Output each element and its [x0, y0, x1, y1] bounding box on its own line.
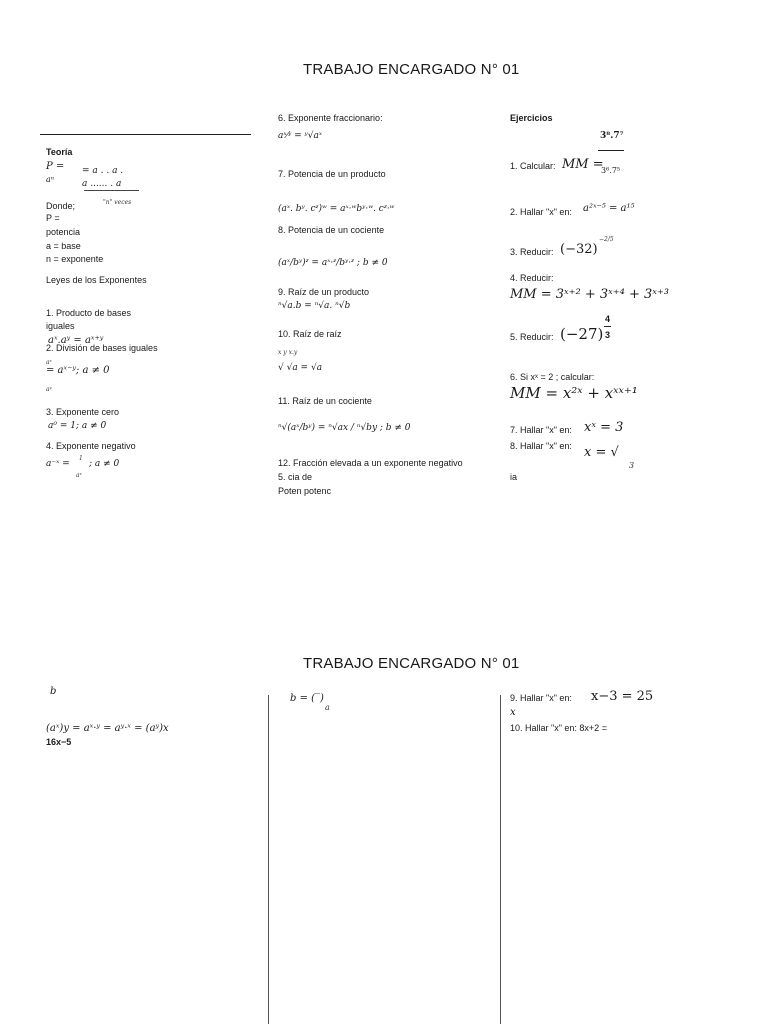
divider-line [40, 134, 251, 135]
law-6-title: 6. Exponente fraccionario: [278, 113, 383, 123]
law-7-title: 7. Potencia de un producto [278, 169, 386, 179]
exercise-8-label: 8. Hallar "x" en: [510, 441, 572, 451]
law-12-title: 12. Fracción elevada a un exponente negativo [278, 458, 463, 468]
section-heading-leyes: Leyes de los Exponentes [46, 275, 147, 285]
page-title: TRABAJO ENCARGADO N° 01 [303, 61, 520, 78]
text-p-eq: P = [46, 213, 60, 223]
text-n-exponente: n = exponente [46, 254, 104, 264]
exercise-7-label: 7. Hallar "x" en: [510, 425, 572, 435]
page-title-2: TRABAJO ENCARGADO N° 01 [303, 655, 520, 672]
page2-formula: (aˣ)y = aˣ·ʸ = aʸ·ˣ = (aʸ)x [46, 723, 169, 734]
exercise-9-label: 9. Hallar "x" en: [510, 693, 572, 703]
exercise-8-formula: x = √ [584, 445, 619, 460]
page2-col2-sub: a [325, 703, 330, 712]
exercise-4-formula: MM = 3ˣ⁺² + 3ˣ⁺⁴ + 3ˣ⁺³ [510, 287, 669, 302]
law-4-right: ; a ≠ 0 [89, 459, 120, 469]
exercise-7-formula: xˣ = 3 [584, 420, 624, 435]
law-9-title: 9. Raíz de un producto [278, 287, 370, 297]
exercise-8-tail: 3 [629, 461, 635, 470]
column-divider [268, 695, 269, 1024]
label-n-veces: "n" veces [103, 199, 132, 206]
law-12-row3: Poten potenc [278, 486, 332, 496]
law-4-numerator: 1 [79, 455, 83, 462]
formula-p-def: P = [46, 161, 65, 172]
law-6-formula: aˣ⁄ʸ = ʸ√aˣ [278, 131, 323, 141]
column-divider [500, 695, 501, 1024]
fraction-bar [604, 326, 611, 327]
law-2-numerator: aˣ [46, 359, 52, 366]
law-4-left: a⁻ˣ = [46, 459, 70, 469]
page2-formula-bold: 16x−5 [46, 737, 72, 747]
text-b: b [50, 686, 57, 697]
exercise-1-formula: MM = [562, 157, 604, 172]
formula-product: = a . . a . [82, 166, 124, 176]
text-potencia: potencia [46, 227, 81, 237]
exercise-3-formula: (−32) [560, 242, 598, 257]
law-1-title-cont: iguales [46, 321, 75, 331]
law-3-formula: a⁰ = 1; a ≠ 0 [48, 421, 107, 431]
law-2-denominator: aʸ [46, 386, 52, 393]
text-donde: Donde; [46, 201, 76, 211]
exercise-2-label: 2. Hallar "x" en: [510, 207, 572, 217]
law-8-title: 8. Potencia de un cociente [278, 225, 385, 235]
exercise-3-label: 3. Reducir: [510, 247, 554, 257]
law-9-formula: ⁿ√a.b = ⁿ√a. ⁿ√b [278, 301, 351, 311]
exercise-4-label: 4. Reducir: [510, 273, 554, 283]
exercise-1-numerator: 3⁸.7⁷ [600, 131, 624, 141]
exercise-1-denominator: 3⁶.7⁵ [601, 166, 621, 175]
law-2-title: 2. División de bases iguales [46, 343, 158, 353]
law-8-formula: (aˣ/bʸ)ᶻ = aˣ·ᶻ/bʸ·ᶻ ; b ≠ 0 [278, 258, 388, 268]
formula-product-bottom: a ...... . a [82, 179, 122, 189]
exercise-5-label: 5. Reducir: [510, 332, 554, 342]
text-a-base: a = base [46, 241, 81, 251]
law-12-row2: 5. cia de [278, 472, 313, 482]
fraction-bar [598, 150, 624, 151]
exercise-2-formula: a²ˣ⁻⁵ = a¹⁵ [583, 203, 635, 214]
exercise-5-formula: (−27) [560, 325, 604, 343]
exercise-5-exponent-num: 4 [605, 314, 611, 324]
law-1-title: 1. Producto de bases [46, 308, 132, 318]
law-4-title: 4. Exponente negativo [46, 441, 136, 451]
exercise-6-formula: MM = x²ˣ + xˣˣ⁺¹ [510, 384, 638, 402]
exercise-5-exponent-den: 3 [605, 330, 611, 340]
exercise-6-label: 6. Si xˣ = 2 ; calcular: [510, 372, 595, 382]
exercise-9-x: x [510, 707, 516, 718]
underbrace-line [84, 190, 139, 191]
law-10-indices: x y x.y [278, 349, 298, 356]
law-10-title: 10. Raíz de raíz [278, 329, 342, 339]
exercise-9-formula: x−3 = 25 [591, 689, 654, 704]
law-10-formula: √ √a = √a [278, 363, 323, 373]
law-4-denominator: aˣ [76, 472, 82, 479]
exercise-1-label: 1. Calcular: [510, 161, 556, 171]
text-ia: ia [510, 472, 518, 482]
law-3-title: 3. Exponente cero [46, 407, 120, 417]
exercise-3-exponent: −2/5 [599, 236, 614, 243]
law-11-formula: ⁿ√(aˣ/bʸ) = ⁿ√ax / ⁿ√by ; b ≠ 0 [278, 423, 411, 433]
exercise-10-label: 10. Hallar "x" en: 8x+2 = [510, 723, 607, 733]
law-2-formula: = aˣ⁻ʸ; a ≠ 0 [46, 365, 110, 376]
law-7-formula: (aˣ. bʸ. cᶻ)ʷ = aˣ·ʷbʸ·ʷ. cᶻ·ʷ [278, 204, 395, 214]
page2-col2-formula: b = (‾) [290, 693, 324, 704]
law-1-formula: aˣ.aʸ = aˣ⁺ʸ [48, 335, 104, 346]
law-11-title: 11. Raíz de un cociente [278, 396, 372, 406]
formula-a-n: aⁿ [46, 175, 55, 184]
section-heading-teoria: Teoría [46, 147, 73, 157]
section-heading-ejercicios: Ejercicios [510, 113, 553, 123]
